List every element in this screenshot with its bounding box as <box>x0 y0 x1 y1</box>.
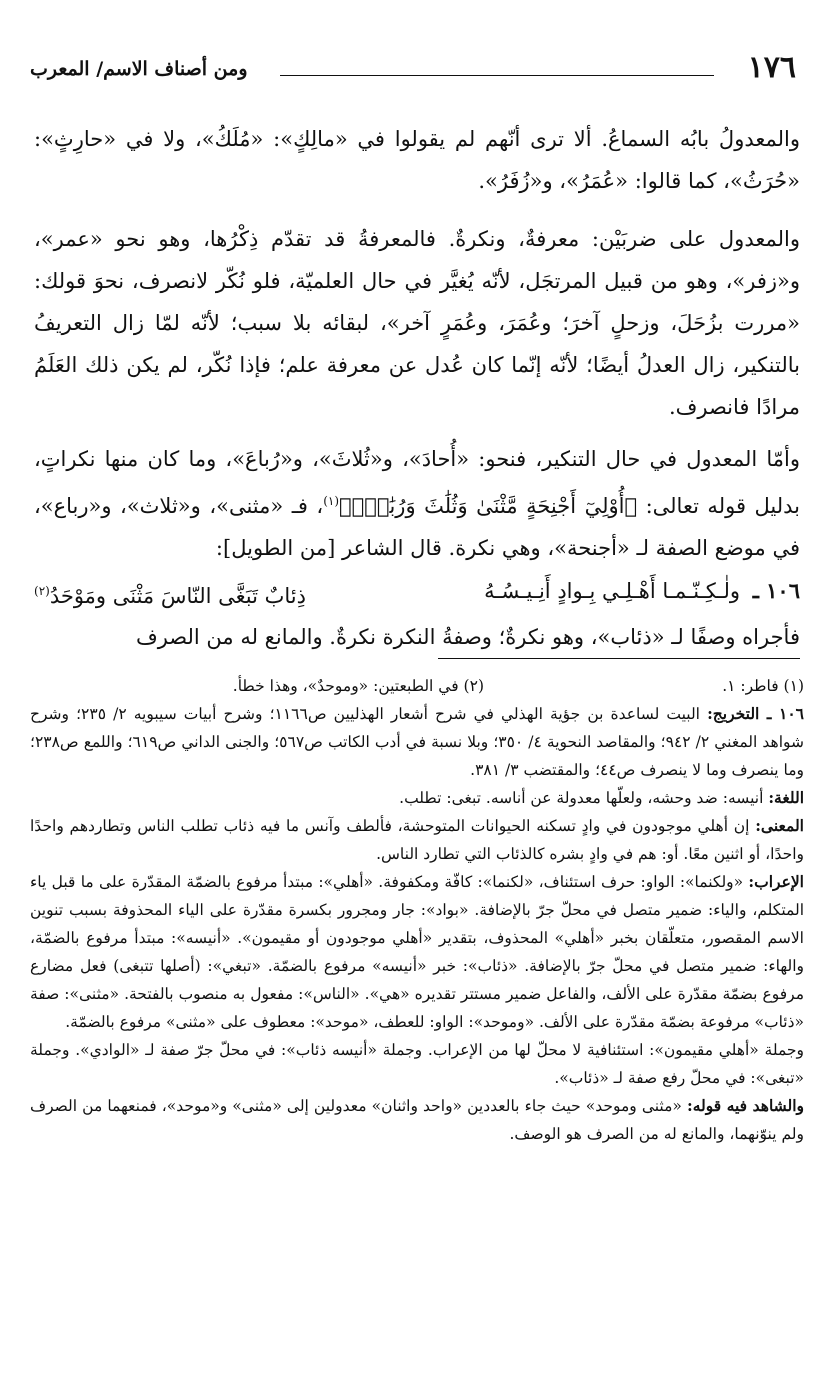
note-irab-label: الإعراب: <box>748 872 804 891</box>
verse-second-hemistich <box>34 570 306 617</box>
note-irab-text: «ولكنما»: الواو: حرف استئناف، «لكنما»: كافّة ومكفوفة. «أهلي»: مبتدأ مرفوع بالضمّة المقدّرة على ما قبل ياء المتكلم، والياء: ضمير متصل في محلّ جرّ بالإضافة. «بواد»: جار ومجرور بكسرة مقدّرة على الياء المحذوفة بسبب تنوين الاسم المقصور، متعلّقان بخبر «أهلي» المحذوف، بتقدير «أهلي موجودون أو مقيمون». «أنيسه»: مبتدأ مرفوع بالضمّة، والهاء: ضمير متصل في محلّ جرّ بالإضافة. «ذئاب»: خبر «أنيسه» مرفوع بالضمّة. «تبغي»: (أصلها تتبغى) فعل مضارع مرفوع بضمّة مقدّرة على الألف، والفاعل ضمير مستتر تقديره «هي». «الناس»: مفعول به منصوب بالفتحة. «مثنى»: صفة «ذئاب» مرفوعة بضمّة مقدّرة على الألف. «وموحد»: الواو: للعطف، «موحد»: معطوف على «مثنى» مرفوع بالضمّة. <box>30 873 804 1031</box>
main-text <box>34 118 800 658</box>
note-lugha-text: أنيسه: ضد وحشه، ولعلّها معدولة عن أناسه. تبغى: تطلب. <box>399 789 764 807</box>
footnote-separator <box>438 658 800 659</box>
note-shahid-text: «مثنى وموحد» حيث جاء بالعددين «واحد واثنان» معدولين إلى «مثنى» و«موحد»، فمنعهما من الصرف ولم ينوّنهما، والمانع له من الصرف هو الوصف. <box>30 1097 804 1143</box>
verse-number: ١٠٦ ـ <box>752 578 800 603</box>
note-takhrij-text: البيت لساعدة بن جؤية الهذلي في شرح أشعار الهذليين ص١١٦٦؛ وشرح أبيات سيبويه ٢/ ٢٣٥؛ وشرح شواهد المغني ٢/ ٩٤٢؛ والمقاصد النحوية ٤/ ٣٥٠؛ وبلا نسبة في أدب الكاتب ص٥٦٧؛ والجنى الداني ص٦١٩؛ واللمع ص٢٣٨؛ وما ينصرف وما لا ينصرف ص٤٤؛ والمقتضب ٣/ ٣٨١. <box>30 705 804 779</box>
paragraph-3 <box>34 438 800 564</box>
page-number: ١٧٦ <box>747 50 796 85</box>
running-title: ومن أصناف الاسم/ المعرب <box>30 58 248 80</box>
note-maana-label: المعنى: <box>755 816 804 835</box>
header-rule <box>280 75 714 76</box>
page-header <box>30 48 796 88</box>
footnote-ref-2: (٢) <box>34 584 50 598</box>
paragraph-1: والمعدولُ بابُه السماعُ. ألا ترى أنّهم لم يقولوا في «مالِكٍ»: «مُلَكُ»، ولا في «حارِثٍ»: «حُرَثُ»، كما قالوا: «عُمَرُ»، و«زُفَرُ». <box>34 127 800 193</box>
note-shahid-label: والشاهد فيه قوله: <box>686 1096 805 1115</box>
note-irab <box>30 868 804 1036</box>
note-lugha-label: اللغة: <box>768 788 804 807</box>
footnote-ref-1: (١) <box>323 494 340 508</box>
verse-second-hemistich-text: ذِئابٌ تَبَغَّى النّاسَ مَثْنَى ومَوْحَدُ <box>49 584 306 608</box>
paragraph-2: والمعدول على ضربَيْن: معرفةٌ، ونكرةٌ. فالمعرفةُ قد تقدّم ذِكْرُها، وهو نحو «عمر»، و«زفر»، وهو من قبيل المرتجَل، لأنّه يُغيَّر في حال العلميّة، فلو نُكّر لانصرف، نحوَ قولك: «مررت بزُحَلَ، وزحلٍ آخرَ؛ وعُمَرَ، وعُمَرٍ آخر»، لبقائه بلا سبب؛ لأنّه لمّا زال التعريفُ بالتنكير، زال العدلُ أيضًا؛ لأنّه إنّما كان عُدل عن معرفة علم؛ فإذا نُكّر، لم يكن ذلك العَلَمُ مرادًا فانصرف. <box>34 227 800 419</box>
note-jumla: وجملة «أهلي مقيمون»: استئنافية لا محلّ لها من الإعراب. وجملة «أنيسه ذئاب»: في محلّ جرّ صفة لـ «الوادي». وجملة «تبغى»: في محلّ رفع صفة لـ «ذئاب». <box>30 1041 804 1087</box>
footnotes <box>30 672 804 1148</box>
note-takhrij-label: ١٠٦ ـ التخريج: <box>707 704 804 723</box>
paragraph-3-text-a: وأمّا المعدول في حال التنكير، فنحو: «أُحادَ»، و«ثُلاثَ»، و«رُباعَ»، وما كان منها نكراتٍ، بدليل قوله تعالى: ﴿أُوْلِيٓ أَجْنِحَةٍ مَّثْنَىٰ وَثُلَٰثَ وَرُبَٰعَۚ﴾ <box>34 447 800 518</box>
footnote-1: (١) فاطر: ١. <box>722 677 804 695</box>
note-maana-text: إن أهلي موجودون في وادٍ تسكنه الحيوانات المتوحشة، فألطف وآنس ما فيه ذئاب تطلب الناس وتطاردهم واحدًا واحدًا، أو اثنين معًا. أو: هم في وادٍ بشره كالذئاب التي تطارد الناس. <box>30 817 804 863</box>
note-maana <box>30 812 804 868</box>
note-lugha <box>30 784 804 812</box>
footnote-2: (٢) في الطبعتين: «وموحدٌ»، وهذا خطأ. <box>232 677 484 695</box>
poem-verse <box>34 570 800 610</box>
note-shahid <box>30 1092 804 1148</box>
paragraph-4: فأجراه وصفًا لـ «ذئاب»، وهو نكرةٌ؛ وصفةُ النكرة نكرةٌ. والمانع له من الصرف <box>135 625 800 649</box>
paragraph-3-text-b: ، فـ «مثنى»، و«ثلاث»، و«رباع»، في موضع الصفة لـ «أجنحة»، وهي نكرة. قال الشاعر [من الطويل]: <box>34 494 800 560</box>
verse-first-hemistich: ولٰـكِـنّـمـا أَهْـلِـي بِـوادٍ أَنِـيـسُـهُ <box>484 579 740 603</box>
note-takhrij <box>30 700 804 784</box>
footnote-line <box>30 672 804 700</box>
